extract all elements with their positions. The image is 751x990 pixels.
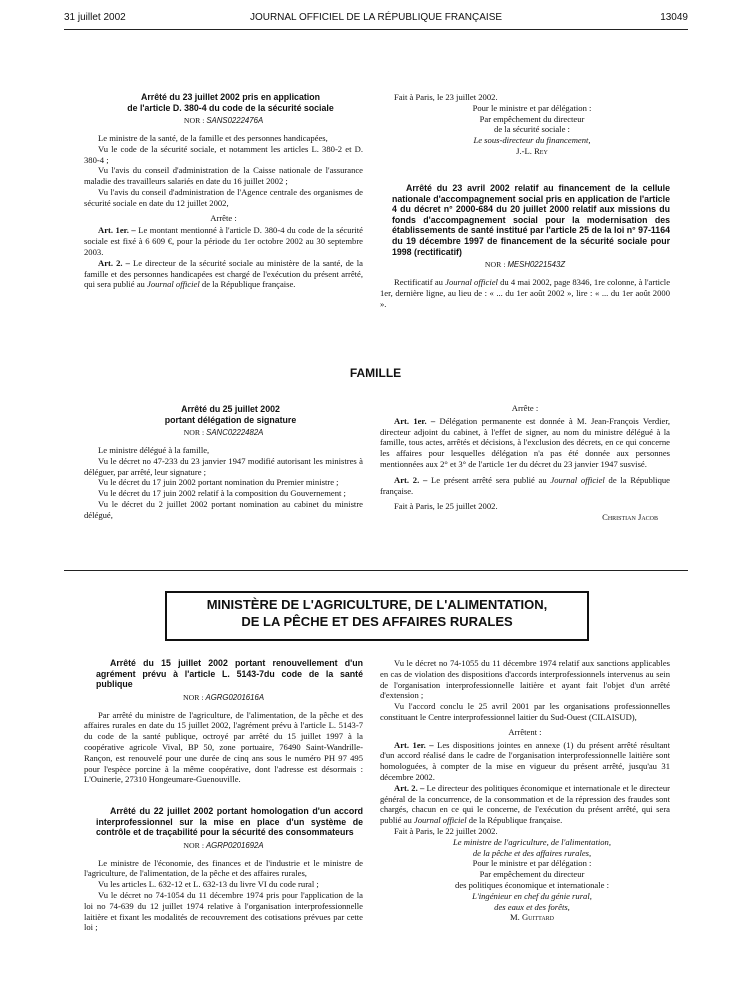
paragraph: Vu l'avis du conseil d'administration de l'Agence centrale des organismes de sécurité sociale en date du 12 juillet 2002, — [84, 186, 363, 208]
signatory-name: M. Guittard — [510, 912, 554, 923]
signature-line: Le sous-directeur du financement, — [473, 135, 591, 146]
arrete-word: Arrêtent : — [508, 726, 542, 737]
ministere-heading-line: MINISTÈRE DE L'AGRICULTURE, DE L'ALIMENTATION, — [206, 597, 548, 612]
arrete-25-juillet-articles — [380, 403, 670, 523]
article-1: Art. 1er. – Le montant mentionné à l'article D. 380-4 du code de la sécurité sociale est fixé à 6 609 €, pour la période du 1er octobre 2002 au 30 septembre 2003. — [84, 225, 363, 257]
arrete-22-juillet — [84, 806, 363, 933]
arrete-title: de l'article D. 380-4 du code de la sécurité sociale — [127, 102, 334, 113]
arrete-title: Arrêté du 23 juillet 2002 pris en application — [141, 92, 320, 102]
section-famille: FAMILLE — [349, 366, 402, 380]
signature-line: Le ministre de l'agriculture, de l'alimentation, — [453, 836, 611, 847]
arrete-25-juillet — [84, 404, 363, 521]
paragraph: Vu les articles L. 632-12 et L. 632-13 du livre VI du code rural ; — [98, 879, 319, 890]
fait-line: Fait à Paris, le 23 juillet 2002. — [394, 92, 498, 102]
arrete-23-avril-rectificatif — [380, 183, 670, 309]
header-date: 31 juillet 2002 — [64, 12, 126, 23]
signature-line: Par empêchement du directeur — [479, 869, 585, 880]
paragraph: Le ministre délégué à la famille, — [98, 444, 210, 455]
article-1: Art. 1er. – Délégation permanente est donnée à M. Jean-François Verdier, directeur adjoint du cabinet, à l'effet de signer, au nom du ministre délégué à la famille, tous actes, arrêtés et décisions, à l'exclusion des décrets, en ce qui concerne les affaires pour lesquelles délégation n'a pas été donnée aux personnes mentionnées aux 2° et 3° de l'article 1er du décret du 23 janvier 1947 susvisé. — [380, 415, 670, 469]
nor-line: NOR : AGRG0201616A — [182, 692, 265, 702]
signature-line: de la sécurité sociale : — [494, 124, 570, 135]
paragraph: Vu le décret no 47-233 du 23 janvier 1947 modifié autorisant les ministres à déléguer, par arrêté, leur signature ; — [84, 455, 363, 477]
article-2: Art. 2. – Le présent arrêté sera publié au Journal officiel de la République française. — [380, 474, 670, 496]
arrete-23-juillet-signature — [380, 92, 670, 157]
arrete-title: Arrêté du 25 juillet 2002 — [181, 404, 280, 414]
page-header — [64, 10, 688, 26]
paragraph: Vu le décret du 17 juin 2002 relatif à la composition du Gouvernement ; — [98, 488, 346, 499]
arrete-word: Arrête : — [511, 403, 539, 413]
nor-line: NOR : MESH0221543Z — [484, 260, 566, 270]
header-page-number: 13049 — [660, 12, 688, 23]
paragraph: Vu l'avis du conseil d'administration de la Caisse nationale de l'assurance maladie des travailleurs salariés en date du 16 juillet 2002 ; — [84, 165, 363, 187]
arrete-title: portant délégation de signature — [164, 414, 297, 425]
ministere-heading-box — [165, 591, 589, 641]
nor-line: NOR : SANC0222482A — [183, 428, 264, 438]
signature-line: Par empêchement du directeur — [479, 113, 585, 124]
header-journal-title: JOURNAL OFFICIEL DE LA RÉPUBLIQUE FRANÇAISE — [249, 12, 503, 23]
signatory-name: J.-L. Rey — [516, 145, 548, 156]
paragraph: Vu le décret no 74-1055 du 11 décembre 1974 relatif aux sanctions applicables en cas de violation des dispositions d'accords interprofessionnels intervenus au sein de l'organisation interprofessionnelle laitière et ayant fait l'objet d'un arrêté d'extension ; — [380, 658, 670, 701]
section-rule — [64, 570, 688, 571]
paragraph: Vu l'accord conclu le 25 avril 2001 par les organisations professionnelles constituant le Centre interprofessionnel laitier du Sud-Ouest (CILAISUD), — [380, 701, 670, 722]
signature-line: Pour le ministre et par délégation : — [472, 858, 592, 869]
arrete-23-juillet — [84, 92, 363, 290]
arrete-title: Arrêté du 22 juillet 2002 portant homologation d'un accord interprofessionnel sur la mise en place d'un système de contrôle et de traçabilité pour la sécurité des consommateurs — [96, 806, 363, 838]
signature-line: des eaux et des forêts, — [494, 901, 570, 912]
signature-line: de la pêche et des affaires rurales, — [472, 847, 592, 858]
rectificatif-text: Rectificatif au Journal officiel du 4 mai 2002, page 8346, 1re colonne, à l'article 1er, dernière ligne, au lieu de : « ... du 1er août 2002 », lire : « ... du 1er août 2000 ». — [380, 276, 671, 309]
signature-line: L'ingénieur en chef du génie rural, — [472, 890, 592, 901]
nor-line: NOR : SANS0222476A — [183, 116, 264, 126]
ministere-heading-line: DE LA PÊCHE ET DES AFFAIRES RURALES — [241, 614, 513, 629]
arrete-title: Arrêté du 15 juillet 2002 portant renouvellement d'un agrément prévu à l'article L. 5143-7du code de la santé publique — [96, 658, 363, 690]
paragraph: Le ministre de l'économie, des finances et de l'industrie et le ministre de l'agriculture, de l'alimentation, de la pêche et des affaires rurales, — [84, 857, 363, 879]
arrete-word: Arrête : — [210, 212, 237, 223]
paragraph: Vu le code de la sécurité sociale, et notamment les articles L. 380-2 et D. 380-4 ; — [84, 143, 363, 165]
nor-line: NOR : AGRP0201692A — [183, 840, 264, 850]
article-2: Art. 2. – Le directeur de la sécurité sociale au ministère de la santé, de la famille et des personnes handicapées est chargé de l'exécution du présent arrêté, qui sera publié au Journal officiel de la République française. — [84, 257, 363, 290]
signatory-name: Christian Jacob — [602, 512, 658, 523]
paragraph: Par arrêté du ministre de l'agriculture, de l'alimentation, de la pêche et des affaires rurales en date du 15 juillet 2002, l'agrément prévu à l'article L. 5143-7 du code de la santé publique, octroyé par arrêté du 15 juillet 1997 à la coopérative agricole Vival, BP 50, zone portuaire, 76490 Saint-Wandrille-Rançon, est renouvelé pour une durée de cinq ans sous le numéro PH 97 495 pour l'espèce porcine à la même coopérative, dont l'adresse est désormais : L'Ouinerie, 27310 Hongeumare-Guenouville. — [84, 709, 363, 785]
paragraph: Le ministre de la santé, de la famille et des personnes handicapées, — [98, 132, 328, 143]
arrete-title: Arrêté du 23 avril 2002 relatif au financement de la cellule nationale d'accompagnement social pris en application de l'article 4 du décret n° 2000-684 du 20 juillet 2000 relatif aux missions du fonds d'accompagnement social pour la modernisation des établissements de santé institué par l'article 25 de la loi n° 97-1164 du 19 décembre 1997 de financement de la sécurité sociale pour 1998 (rectificatif) — [392, 183, 670, 257]
article-1: Art. 1er. – Les dispositions jointes en annexe (1) du présent arrêté résultant d'un accord réalisé dans le cadre de l'organisation interprofessionnelle laitière sont homologuées, à compter de la mise en vigueur du présent arrêté, jusqu'au 31 décembre 2002. — [380, 739, 670, 782]
paragraph: Vu le décret du 17 juin 2002 portant nomination du Premier ministre ; — [98, 477, 339, 488]
article-2: Art. 2. – Le directeur des politiques économique et internationale et le directeur général de la concurrence, de la consommation et de la répression des fraudes sont chargés, chacun en ce qui le concerne, de l'exécution du présent arrêté, qui sera publié au Journal officiel de la République française. — [380, 782, 670, 826]
paragraph: Vu le décret du 2 juillet 2002 portant nomination au cabinet du ministre délégué, — [84, 498, 363, 520]
arrete-22-juillet-suite — [380, 658, 670, 923]
signature-line: Pour le ministre et par délégation : — [472, 102, 592, 113]
fait-line: Fait à Paris, le 25 juillet 2002. — [394, 501, 498, 512]
arrete-15-juillet — [84, 658, 363, 785]
header-rule — [64, 29, 688, 30]
signature-line: des politiques économique et internationale : — [455, 879, 609, 890]
paragraph: Vu le décret no 74-1054 du 11 décembre 1974 pris pour l'application de la loi no 74-639 du 12 juillet 1974 relative à l'organisation interprofessionnelle laitière et fixant les modalités de recouvrement des cotisations prévues par cette loi ; — [84, 889, 363, 933]
fait-line: Fait à Paris, le 22 juillet 2002. — [394, 825, 498, 836]
